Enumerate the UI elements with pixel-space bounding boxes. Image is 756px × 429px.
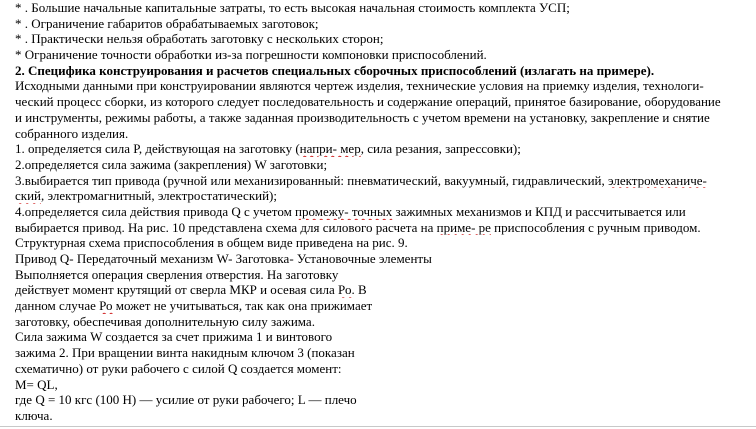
spellcheck-mark: ский	[15, 188, 41, 204]
text-line: собранного изделия.	[15, 125, 129, 141]
spellcheck-mark: Ро	[338, 282, 352, 298]
text-line: где Q = 10 кгс (100 Н) — усилие от руки рабочего; L — плечо	[15, 392, 357, 408]
text-line: * . Ограничение габаритов обрабатываемых заготовок;	[15, 15, 319, 31]
text-line: ключа.	[15, 407, 53, 423]
spellcheck-mark: напри- мер	[299, 141, 361, 157]
text-line: 2.определяется сила зажима (закрепления) W заготовки;	[15, 156, 328, 172]
page-bottom-divider	[0, 426, 756, 427]
text-line: Исходными данными при конструировании являются чертеж изделия, технические условия на приемку изделия, технологи-	[15, 78, 704, 94]
text-line: заготовку, обеспечивая дополнительную силу зажима.	[15, 313, 315, 329]
text-line: данном случае Ро может не учитываться, так как она прижимает	[15, 298, 373, 314]
text-line: * Ограничение точности обработки из-за погрешности компоновки приспособлений.	[15, 47, 487, 63]
text-line: Структурная схема приспособления в общем виде приведена на рис. 9.	[15, 235, 408, 251]
text-line: действует момент крутящий от сверла МКР и осевая сила Ро. В	[15, 282, 367, 298]
text-line: Привод Q- Передаточный механизм W- Заготовка- Установочные элементы	[15, 251, 432, 266]
text-line: * . Большие начальные капитальные затраты, то есть высокая начальная стоимость комплекта УСП;	[15, 0, 570, 15]
text-line: 1. определяется сила Р, действующая на заготовку (напри- мер, сила резания, запрессовки);	[15, 141, 521, 157]
spellcheck-mark: промежу- точных	[295, 203, 393, 219]
spellcheck-mark: электромеханиче-	[608, 172, 707, 188]
text-line: Выполняется операция сверления отверстия. На заготовку	[15, 266, 339, 282]
text-line: выбирается привод. На рис. 10 представлена схема для силового расчета на приме- ре приспособления с ручным приводом.	[15, 219, 701, 235]
text-line: ческий процесс сборки, из которого следует последовательность и содержание операций, принятое базирование, оборудование	[15, 94, 721, 110]
text-line: 4.определяется сила действия привода Q с учетом промежу- точных зажимных механизмов и КПД и рассчитывается или	[15, 203, 686, 219]
text-line: и инструменты, режимы работы, а также заданная производительность с учетом времени на установку, закрепление и снятие	[15, 109, 710, 125]
section-heading: 2. Специфика конструирования и расчетов специальных сборочных приспособлений (излагать на примере).	[15, 62, 655, 78]
text-line: ский, электромагнитный, электростатический);	[15, 188, 277, 204]
spellcheck-mark: приме- ре	[436, 219, 491, 235]
text-line: зажима 2. При вращении винта накидным ключом 3 (показан	[15, 345, 355, 361]
text-line: 3.выбирается тип привода (ручной или механизированный: пневматический, вакуумный, гидравлический, электромеханиче-	[15, 172, 707, 188]
text-line: Сила зажима W создается за счет прижима 1 и винтового	[15, 329, 333, 345]
text-line: * . Практически нельзя обработать заготовку с нескольких сторон;	[15, 31, 384, 47]
text-line: M= QL,	[15, 376, 58, 392]
text-line: схематично) от руки рабочего с силой Q создается момент:	[15, 360, 342, 376]
spellcheck-mark: Ро	[99, 298, 113, 314]
